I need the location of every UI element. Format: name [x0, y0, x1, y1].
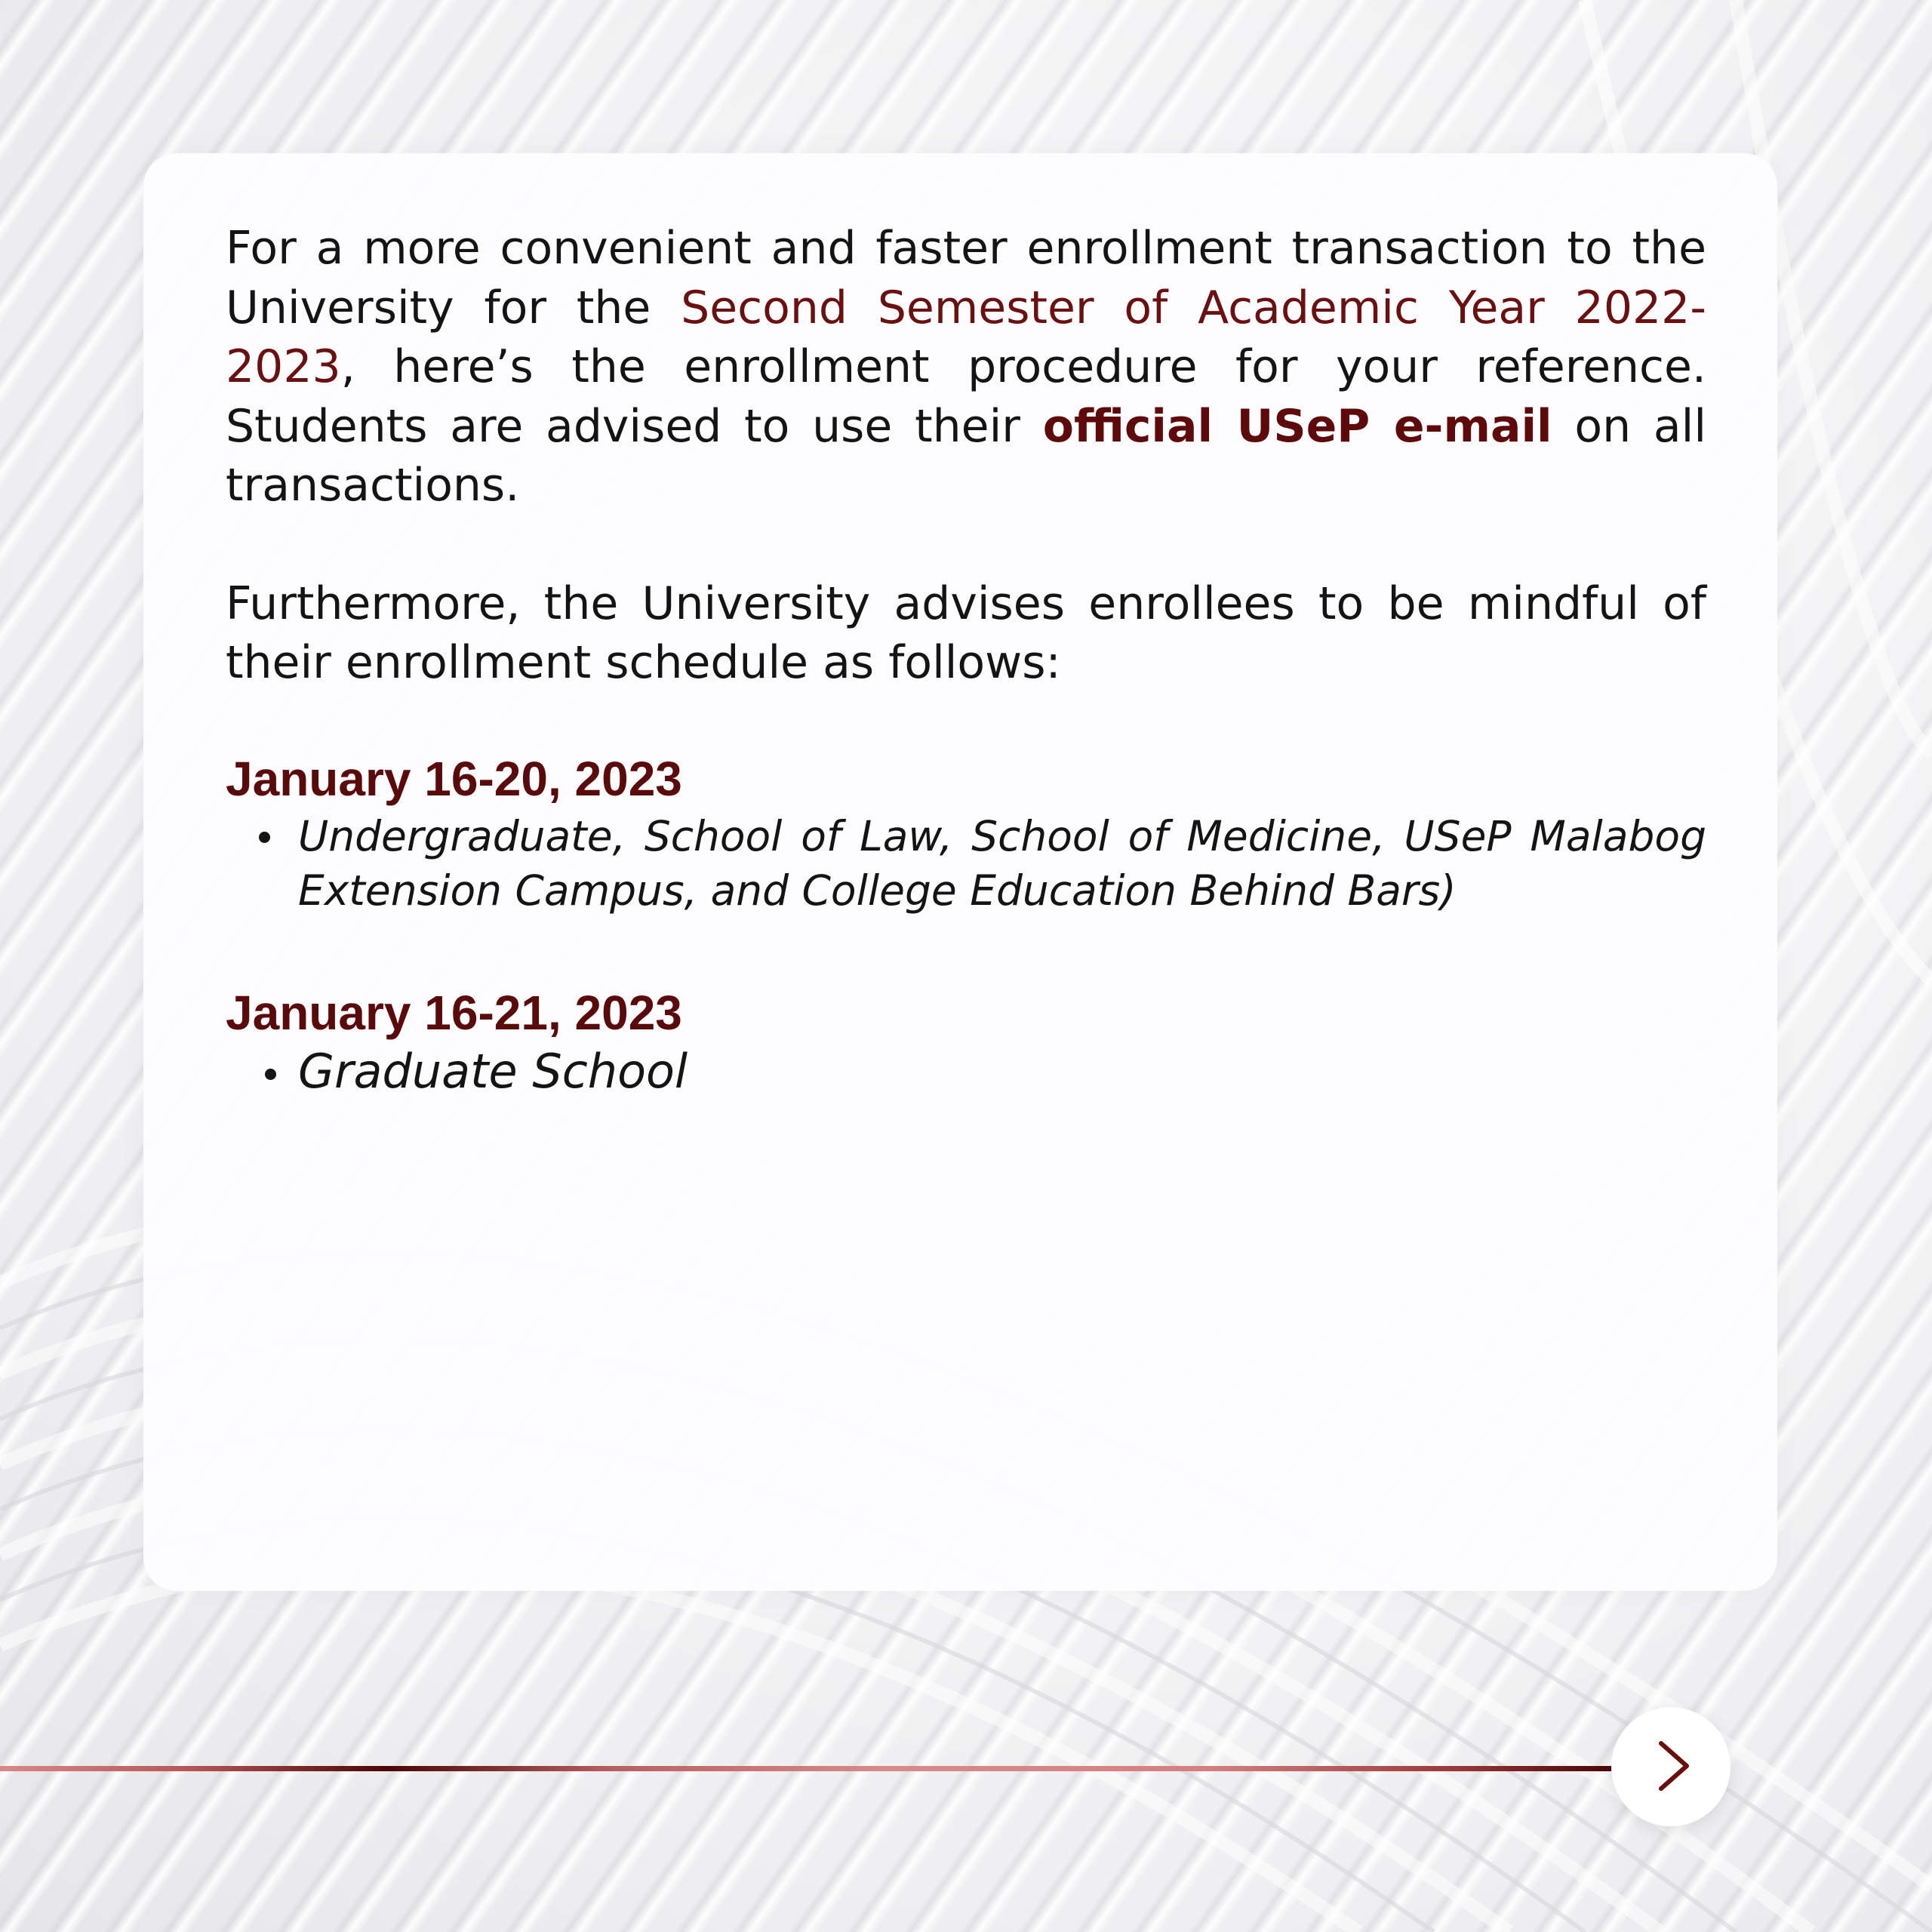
bullet-icon	[265, 1069, 276, 1080]
email-emphasis: official USeP e-mail	[1042, 399, 1552, 453]
bullet-icon	[259, 832, 270, 843]
intro-paragraph	[226, 219, 1706, 515]
schedule-groups-1: Undergraduate, School of Law, School of Medicine, USeP Malabog Extension Campus, and College Education Behind Bars)	[298, 811, 1706, 915]
schedule-list-2	[226, 1043, 1706, 1100]
footer-divider-line	[0, 1766, 1611, 1771]
schedule-list-1	[226, 809, 1706, 918]
next-page-button[interactable]	[1611, 1707, 1730, 1826]
intro-text-middle: , here’s the enrollment procedure for your reference. Students are advised to use their	[226, 340, 1706, 453]
schedule-groups-2: Graduate School	[298, 1043, 688, 1099]
advisory-paragraph: Furthermore, the University advises enrollees to be mindful of their enrollment schedule as follows:	[226, 577, 1706, 689]
intro-text-start: For a more convenient and faster enrollment transaction to the University for the	[226, 222, 1706, 334]
list-item	[298, 1043, 1706, 1100]
semester-highlight: Second Semester of Academic Year 2022-2023	[226, 281, 1706, 393]
list-item	[298, 809, 1706, 918]
chevron-right-icon	[1611, 1707, 1730, 1826]
intro-text-end: on all transactions.	[226, 399, 1706, 512]
schedule-date-1: January 16-20, 2023	[226, 751, 682, 806]
announcement-content	[226, 219, 1706, 1100]
schedule-date-2: January 16-21, 2023	[226, 985, 682, 1040]
